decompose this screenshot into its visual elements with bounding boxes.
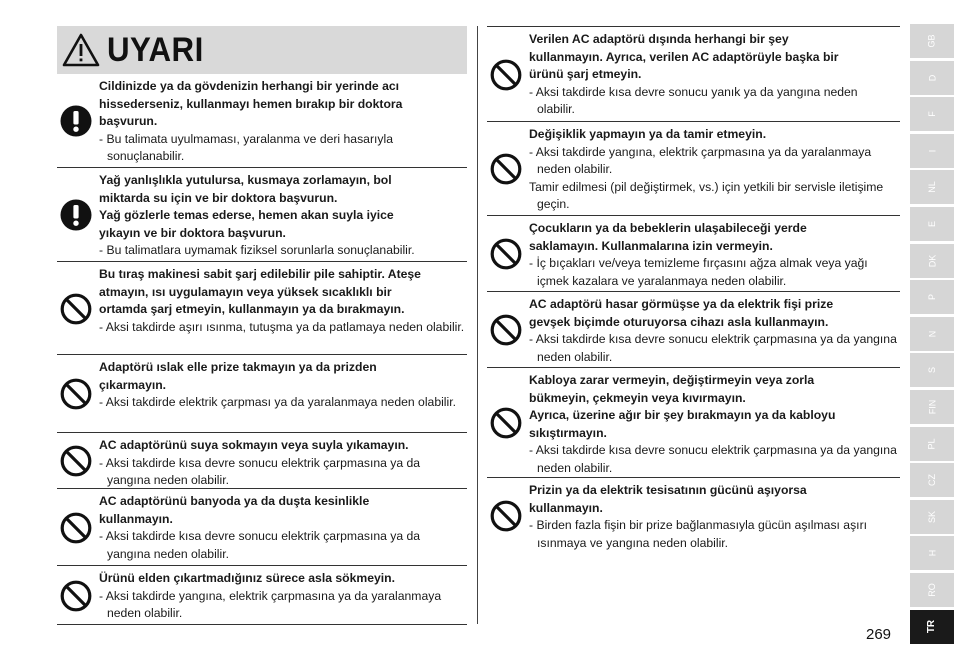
warning-text [99,78,465,166]
warning-text [99,570,465,623]
warning-header [57,26,467,74]
prohibition-icon [60,580,92,612]
language-tab-nl[interactable] [910,170,954,204]
language-tab-label: SK [926,510,937,523]
warning-heading-line: hissederseniz, kullanmayı hemen bırakıp bir doktora [99,96,403,111]
warning-item [487,368,900,478]
language-tab-dk[interactable] [910,244,954,278]
warning-heading-line: miktarda su için ve bir doktora başvurun. [99,190,338,205]
warning-note: - Aksi takdirde aşırı ısınma, tutuşma ya da patlamaya neden olabilir. [99,319,465,334]
language-tab-label: GB [926,34,937,48]
warning-text [99,359,465,412]
warning-text [99,437,465,490]
prohibition-icon [60,512,92,544]
warning-text [529,220,898,290]
language-tab-label: F [927,111,937,117]
language-tab-label: PL [926,438,937,450]
language-tabs [910,24,954,647]
warning-item [57,168,467,262]
language-tab-label: NL [926,181,937,194]
warning-item [57,74,467,168]
language-tab-label: E [926,220,937,228]
warning-text [529,296,898,366]
warning-note: - Aksi takdirde kısa devre sonucu elektrik çarpmasına ya da yangına neden olabilir. [529,443,897,475]
warning-item [487,292,900,368]
language-tab-s[interactable] [910,353,954,387]
language-tab-e[interactable] [910,207,954,241]
warning-heading-line: saklamayın. Kullanmalarına izin vermeyin. [529,238,773,253]
language-tab-pl[interactable] [910,427,954,461]
language-tab-cz[interactable] [910,463,954,497]
warning-note: - Aksi takdirde elektrik çarpması ya da yaralanmaya neden olabilir. [99,395,456,410]
language-tab-label: P [926,294,937,301]
language-tab-tr[interactable] [910,610,954,644]
warning-heading-line: sıkıştırmayın. [529,425,607,440]
warning-note: - Birden fazla fişin bir prize bağlanmasıyla gücün aşılması aşırı ısınmaya ve yangına neden olabilir. [529,518,868,550]
warning-heading-line: Değişiklik yapmayın ya da tamir etmeyin. [529,127,767,141]
warning-text [99,172,465,260]
warning-heading-line: kullanmayın. Ayrıca, verilen AC adaptörüyle başka bir [529,49,839,64]
warning-heading-line: Cildinizde ya da gövdenizin herhangi bir yerinde acı [99,79,400,93]
warning-item [57,355,467,433]
prohibition-icon [60,445,92,477]
language-tab-fin[interactable] [910,390,954,424]
warning-note: - Bu talimata uyulmaması, yaralanma ve deri hasarıyla sonuçlanabilir. [99,131,393,164]
warning-heading-line: kullanmayın. [529,500,603,515]
language-tab-gb[interactable] [910,24,954,58]
language-tab-ro[interactable] [910,573,954,607]
warning-heading-line: Ayrıca, üzerine ağır bir şey bırakmayın ya da kabloyu [529,408,836,423]
warning-item [487,478,900,553]
prohibition-icon [60,293,92,325]
exclamation-icon [60,199,92,231]
language-tab-sk[interactable] [910,500,954,534]
warning-heading-line: AC adaptörünü suya sokmayın veya suyla yıkamayın. [99,438,409,452]
warning-note: - İç bıçakları ve/veya temizleme fırçasını ağza almak veya yağı içmek kazalara ve yaralanmaya neden olabilir. [529,256,868,288]
prohibition-icon [490,407,522,439]
warning-text [529,372,898,478]
warning-heading-line: başvurun. [99,114,158,129]
warning-note: - Aksi takdirde kısa devre sonucu elektrik çarpmasına ya da yangına neden olabilir. [99,455,421,488]
language-tab-label: DK [926,254,937,267]
language-tab-label: TR [926,619,938,634]
warning-note: - Aksi takdirde yangına, elektrik çarpmasına ya da yaralanmaya neden olabilir. [529,144,872,177]
warning-heading-line: Ürünü elden çıkartmadığınız sürece asla sökmeyin. [99,571,395,585]
language-tab-h[interactable] [910,536,954,570]
warning-text [99,266,465,336]
warning-heading-line: Yağ yanlışlıkla yutulursa, kusmaya zorlamayın, bol [99,173,392,187]
column-divider [477,26,478,624]
warning-note: - Aksi takdirde kısa devre sonucu elektrik çarpmasına ya da yangına neden olabilir. [99,529,421,561]
warning-heading-line: atmayın, ısı uygulamayın veya yüksek sıcaklıklı bir [99,284,392,299]
warning-item [57,262,467,355]
warning-text [99,493,465,563]
prohibition-icon [490,238,522,270]
warning-heading-line: Yağ gözlerle temas ederse, hemen akan suyla iyice [99,208,394,223]
prohibition-icon [490,500,522,532]
warning-item [487,27,900,122]
warning-heading-line: AC adaptörünü banyoda ya da duşta kesinlikle [99,494,370,508]
warning-item [57,566,467,625]
warning-heading-line: Adaptörü ıslak elle prize takmayın ya da prizden [99,360,377,374]
warning-heading-line: Kabloya zarar vermeyin, değiştirmeyin veya zorla [529,373,815,387]
warning-note: - Aksi takdirde kısa devre sonucu elektrik çarpmasına ya da yangına neden olabilir. [529,332,897,364]
warning-heading-line: Verilen AC adaptörü dışında herhangi bir şey [529,32,789,46]
warning-note: Tamir edilmesi (pil değiştirmek, vs.) için yetkili bir servisle iletişime geçin. [529,179,884,212]
language-tab-p[interactable] [910,280,954,314]
warning-note: - Aksi takdirde kısa devre sonucu yanık ya da yangına neden olabilir. [529,84,858,117]
warning-heading-line: gevşek biçimde oturuyorsa cihazı asla kullanmayın. [529,314,829,329]
prohibition-icon [490,314,522,346]
warning-item [487,216,900,292]
language-tab-label: I [926,149,937,153]
warning-heading-line: kullanmayın. [99,511,173,526]
page-number: 269 [866,626,892,643]
warning-heading-line: bükmeyin, çekmeyin veya kıvırmayın. [529,390,746,405]
language-tab-label: CZ [927,474,937,487]
prohibition-icon [490,59,522,91]
warning-note: - Bu talimatlara uymamak fiziksel sorunlarla sonuçlanabilir. [99,243,415,258]
warning-text [529,482,898,552]
warning-heading-line: Prizin ya da elektrik tesisatının gücünü aşıyorsa [529,483,807,497]
warning-item [57,433,467,489]
warning-heading-line: yıkayın ve bir doktora başvurun. [99,225,286,240]
warning-heading-line: Çocukların ya da bebeklerin ulaşabileceği yerde [529,221,807,235]
warning-item [57,489,467,566]
warning-heading-line: AC adaptörü hasar görmüşse ya da elektrik fişi prize [529,297,834,311]
warning-note: - Aksi takdirde yangına, elektrik çarpmasına ya da yaralanmaya neden olabilir. [99,588,442,621]
language-tab-label: S [926,367,937,374]
language-tab-i[interactable] [910,134,954,168]
warning-text [529,126,898,214]
language-tab-f[interactable] [910,97,954,131]
warning-triangle-icon [61,32,101,68]
language-tab-label: N [927,330,937,338]
warning-heading-line: Bu tıraş makinesi sabit şarj edilebilir pile sahiptir. Ateşe [99,267,421,281]
prohibition-icon [490,153,522,185]
warning-item [487,122,900,216]
language-tab-label: RO [927,583,937,597]
warning-heading-line: ürünü şarj etmeyin. [529,67,642,82]
warning-heading-line: ortamda şarj etmeyin, kullanmayın ya da bırakmayın. [99,302,405,317]
language-tab-n[interactable] [910,317,954,351]
warning-text [529,31,898,119]
page-title: UYARI [107,30,204,69]
language-tab-label: H [927,550,937,557]
language-tab-label: D [927,74,937,81]
prohibition-icon [60,378,92,410]
exclamation-icon [60,105,92,137]
warning-heading-line: çıkarmayın. [99,377,167,392]
language-tab-label: FIN [927,399,937,415]
language-tab-d[interactable] [910,61,954,95]
